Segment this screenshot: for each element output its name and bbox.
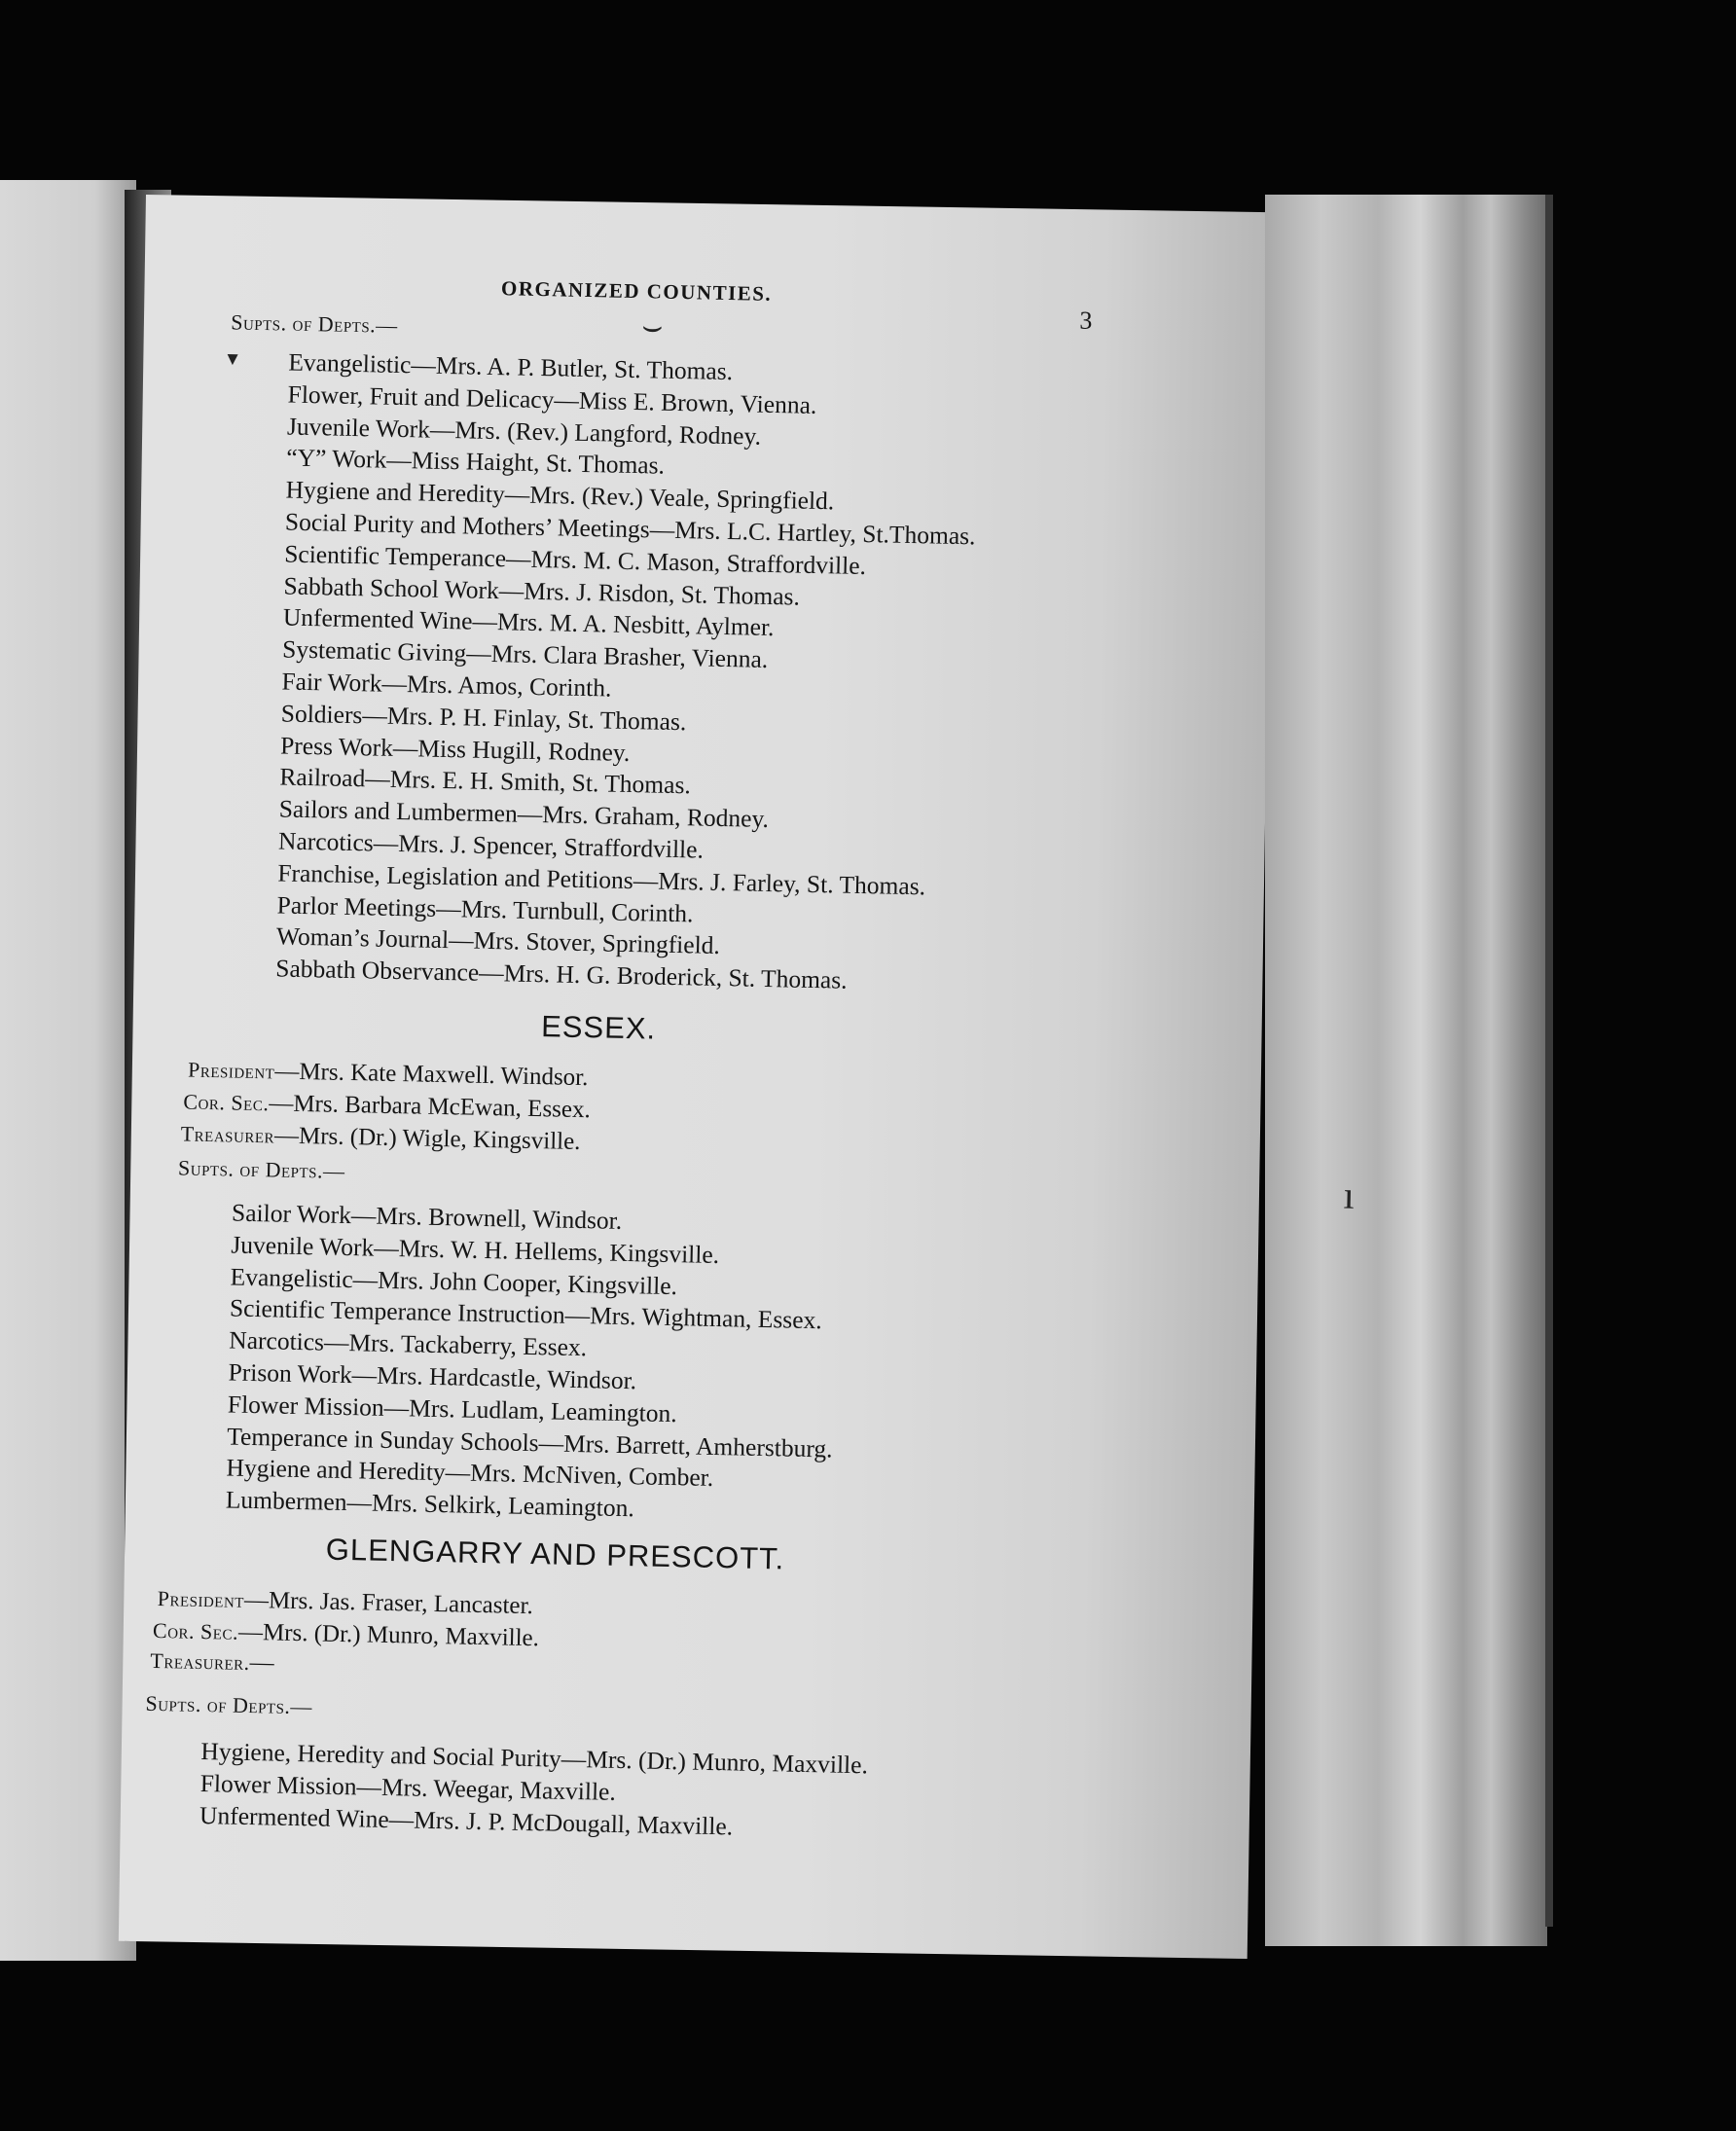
list-item: Sabbath School Work—Mrs. J. Risdon, St. Thomas. <box>283 571 801 611</box>
elgin-department-list <box>275 347 979 1000</box>
list-item: Parlor Meetings—Mrs. Turnbull, Corinth. <box>276 889 694 927</box>
list-item: Unfermented Wine—Mrs. J. P. McDougall, Maxville. <box>199 1800 734 1841</box>
list-item: Flower, Fruit and Delicacy—Miss E. Brown, Vienna. <box>287 379 817 419</box>
page-number: 3 <box>1079 306 1093 335</box>
list-item: Hygiene and Heredity—Mrs. McNiven, Comber. <box>226 1453 714 1493</box>
list-item: Press Work—Miss Hugill, Rodney. <box>279 731 631 767</box>
list-item: Scientific Temperance Instruction—Mrs. Wightman, Essex. <box>229 1293 823 1335</box>
list-item: Juvenile Work—Mrs. (Rev.) Langford, Rodney. <box>286 412 762 451</box>
smudge-mark-icon: ı <box>1343 1173 1356 1217</box>
glengarry-treasurer: Treasurer.— <box>150 1647 274 1677</box>
glengarry-supts-label: Supts. of Depts.— <box>145 1690 313 1719</box>
glengarry-heading: GLENGARRY AND PRESCOTT. <box>325 1532 785 1576</box>
essex-president: President—Mrs. Kate Maxwell. Windsor. <box>187 1057 589 1092</box>
essex-heading: ESSEX. <box>540 1009 657 1046</box>
list-item: Railroad—Mrs. E. H. Smith, St. Thomas. <box>279 762 692 800</box>
list-item: Sailor Work—Mrs. Brownell, Windsor. <box>231 1198 623 1235</box>
glengarry-president: President—Mrs. Jas. Fraser, Lancaster. <box>157 1586 534 1620</box>
list-item: Lumbermen—Mrs. Selkirk, Leamington. <box>225 1485 635 1523</box>
list-item: Temperance in Sunday Schools—Mrs. Barrett, Amherstburg. <box>226 1422 833 1463</box>
essex-department-list <box>226 1198 838 1530</box>
essex-supts-label: Supts. of Depts.— <box>177 1155 345 1183</box>
list-item: Hygiene, Heredity and Social Purity—Mrs. (Dr.) Munro, Maxville. <box>200 1736 869 1780</box>
elgin-supts-label: Supts. of Depts.— <box>230 309 398 338</box>
list-item: Prison Work—Mrs. Hardcastle, Windsor. <box>228 1357 637 1395</box>
list-item: Evangelistic—Mrs. John Cooper, Kingsville. <box>230 1262 678 1300</box>
list-item: “Y” Work—Miss Haight, St. Thomas. <box>286 443 666 481</box>
list-item: Narcotics—Mrs. J. Spencer, Straffordville. <box>277 826 705 864</box>
list-item: Sailors and Lumbermen—Mrs. Graham, Rodney. <box>278 794 770 834</box>
list-item: Evangelistic—Mrs. A. P. Butler, St. Thomas. <box>288 347 734 386</box>
glengarry-department-list <box>199 1736 868 1846</box>
list-item: Soldiers—Mrs. P. H. Finlay, St. Thomas. <box>280 699 687 736</box>
list-item: Social Purity and Mothers’ Meetings—Mrs. L.C. Hartley, St.Thomas. <box>284 507 976 551</box>
list-item: Juvenile Work—Mrs. W. H. Hellems, Kingsville. <box>231 1230 720 1269</box>
essex-cor-sec: Cor. Sec.—Mrs. Barbara McEwan, Essex. <box>183 1089 592 1124</box>
essex-treasurer: Treasurer—Mrs. (Dr.) Wigle, Kingsville. <box>180 1121 581 1156</box>
pencil-mark-icon: ▾ <box>227 345 238 371</box>
list-item: Fair Work—Mrs. Amos, Corinth. <box>281 667 612 703</box>
list-item: Systematic Giving—Mrs. Clara Brasher, Vienna. <box>281 634 769 674</box>
list-item: Unfermented Wine—Mrs. M. A. Nesbitt, Aylmer. <box>282 602 775 642</box>
list-item: Hygiene and Heredity—Mrs. (Rev.) Veale, Springfield. <box>285 475 835 516</box>
running-head: ORGANIZED COUNTIES. <box>500 276 773 306</box>
list-item: Franchise, Legislation and Petitions—Mrs. J. Farley, St. Thomas. <box>277 858 926 901</box>
list-item: Flower Mission—Mrs. Ludlam, Leamington. <box>227 1390 677 1427</box>
list-item: Flower Mission—Mrs. Weegar, Maxville. <box>199 1768 617 1806</box>
list-item: Woman’s Journal—Mrs. Stover, Springfield. <box>275 921 721 960</box>
glengarry-cor-sec: Cor. Sec.—Mrs. (Dr.) Munro, Maxville. <box>152 1617 540 1652</box>
pencil-flourish-icon: ⌣ <box>640 308 665 345</box>
list-item: Scientific Temperance—Mrs. M. C. Mason, Straffordville. <box>283 539 867 580</box>
list-item: Narcotics—Mrs. Tackaberry, Essex. <box>229 1325 588 1362</box>
list-item: Sabbath Observance—Mrs. H. G. Broderick, St. Thomas. <box>275 954 848 994</box>
